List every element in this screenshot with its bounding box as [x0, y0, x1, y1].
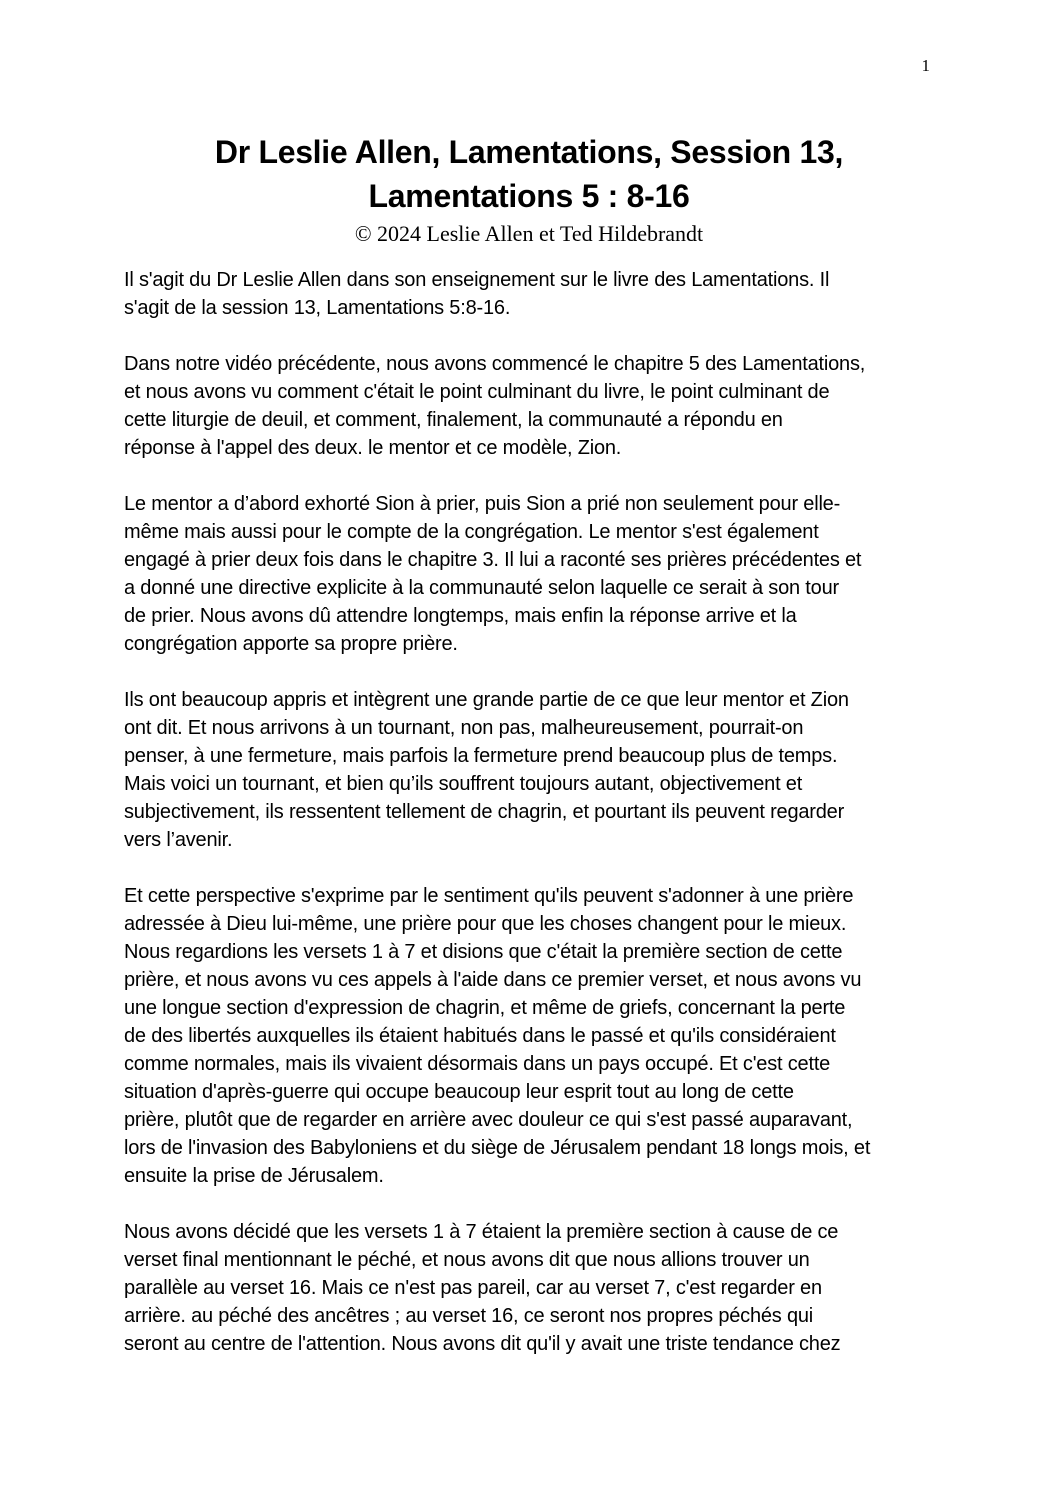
text-line: verset final mentionnant le péché, et nous avons dit que nous allions trouver un — [124, 1249, 810, 1271]
text-line: prière, plutôt que de regarder en arrière avec douleur ce qui s'est passé auparavant, — [124, 1109, 853, 1131]
paragraph-2 — [124, 350, 942, 462]
text-line: Nous avons décidé que les versets 1 à 7 étaient la première section à cause de ce — [124, 1221, 839, 1243]
text-line: subjectivement, ils ressentent tellement de chagrin, et pourtant ils peuvent regarder — [124, 801, 845, 823]
text-line: comme normales, mais ils vivaient désormais dans un pays occupé. Et c'est cette — [124, 1053, 831, 1075]
text-line: et nous avons vu comment c'était le point culminant du livre, le point culminant de — [124, 381, 830, 403]
text-line: ont dit. Et nous arrivons à un tournant, non pas, malheureusement, pourrait-on — [124, 717, 804, 739]
paragraph-4 — [124, 686, 942, 854]
text-line: arrière. au péché des ancêtres ; au verset 16, ce seront nos propres péchés qui — [124, 1305, 814, 1327]
paragraph-5 — [124, 882, 942, 1190]
document-title — [0, 130, 1058, 218]
title-line-1: Dr Leslie Allen, Lamentations, Session 13, — [214, 134, 844, 170]
text-line: Le mentor a d’abord exhorté Sion à prier, puis Sion a prié non seulement pour elle- — [124, 493, 841, 515]
text-line: de des libertés auxquelles ils étaient habitués dans le passé et qu'ils considéraient — [124, 1025, 836, 1047]
title-line-2: Lamentations 5 : 8-16 — [368, 178, 690, 214]
page-number: 1 — [921, 56, 930, 75]
document-body — [124, 266, 942, 1386]
text-line: Nous regardions les versets 1 à 7 et disions que c'était la première section de cette — [124, 941, 843, 963]
text-line: Dans notre vidéo précédente, nous avons commencé le chapitre 5 des Lamentations, — [124, 353, 866, 375]
text-line: engagé à prier deux fois dans le chapitre 3. Il lui a raconté ses prières précédentes et — [124, 549, 862, 571]
text-line: Et cette perspective s'exprime par le sentiment qu'ils peuvent s'adonner à une prière — [124, 885, 854, 907]
paragraph-1 — [124, 266, 942, 322]
text-line: même mais aussi pour le compte de la congrégation. Le mentor s'est également — [124, 521, 819, 543]
text-line: parallèle au verset 16. Mais ce n'est pas pareil, car au verset 7, c'est regarder en — [124, 1277, 822, 1299]
text-line: cette liturgie de deuil, et comment, finalement, la communauté a répondu en — [124, 409, 783, 431]
text-line: ensuite la prise de Jérusalem. — [124, 1165, 384, 1187]
text-line: réponse à l'appel des deux. le mentor et ce modèle, Zion. — [124, 437, 622, 459]
text-line: penser, à une fermeture, mais parfois la fermeture prend beaucoup plus de temps. — [124, 745, 838, 767]
text-line: adressée à Dieu lui-même, une prière pour que les choses changent pour le mieux. — [124, 913, 847, 935]
text-line: Mais voici un tournant, et bien qu’ils souffrent toujours autant, objectivement et — [124, 773, 803, 795]
text-line: prière, et nous avons vu ces appels à l'aide dans ce premier verset, et nous avons vu — [124, 969, 862, 991]
paragraph-3 — [124, 490, 942, 658]
copyright-line: © 2024 Leslie Allen et Ted Hildebrandt — [354, 221, 704, 246]
text-line: seront au centre de l'attention. Nous avons dit qu'il y avait une triste tendance chez — [124, 1333, 841, 1355]
text-line: une longue section d'expression de chagrin, et même de griefs, concernant la perte — [124, 997, 846, 1019]
paragraph-6 — [124, 1218, 942, 1358]
text-line: situation d'après-guerre qui occupe beaucoup leur esprit tout au long de cette — [124, 1081, 794, 1103]
text-line: congrégation apporte sa propre prière. — [124, 633, 458, 655]
text-line: lors de l'invasion des Babyloniens et du siège de Jérusalem pendant 18 longs mois, et — [124, 1137, 871, 1159]
text-line: s'agit de la session 13, Lamentations 5:8-16. — [124, 297, 511, 319]
document-header — [0, 130, 1058, 247]
text-line: Ils ont beaucoup appris et intègrent une grande partie de ce que leur mentor et Zion — [124, 689, 849, 711]
text-line: vers l’avenir. — [124, 829, 233, 851]
text-line: Il s'agit du Dr Leslie Allen dans son enseignement sur le livre des Lamentations. Il — [124, 269, 830, 291]
text-line: a donné une directive explicite à la communauté selon laquelle ce serait à son tour — [124, 577, 839, 599]
text-line: de prier. Nous avons dû attendre longtemps, mais enfin la réponse arrive et la — [124, 605, 797, 627]
